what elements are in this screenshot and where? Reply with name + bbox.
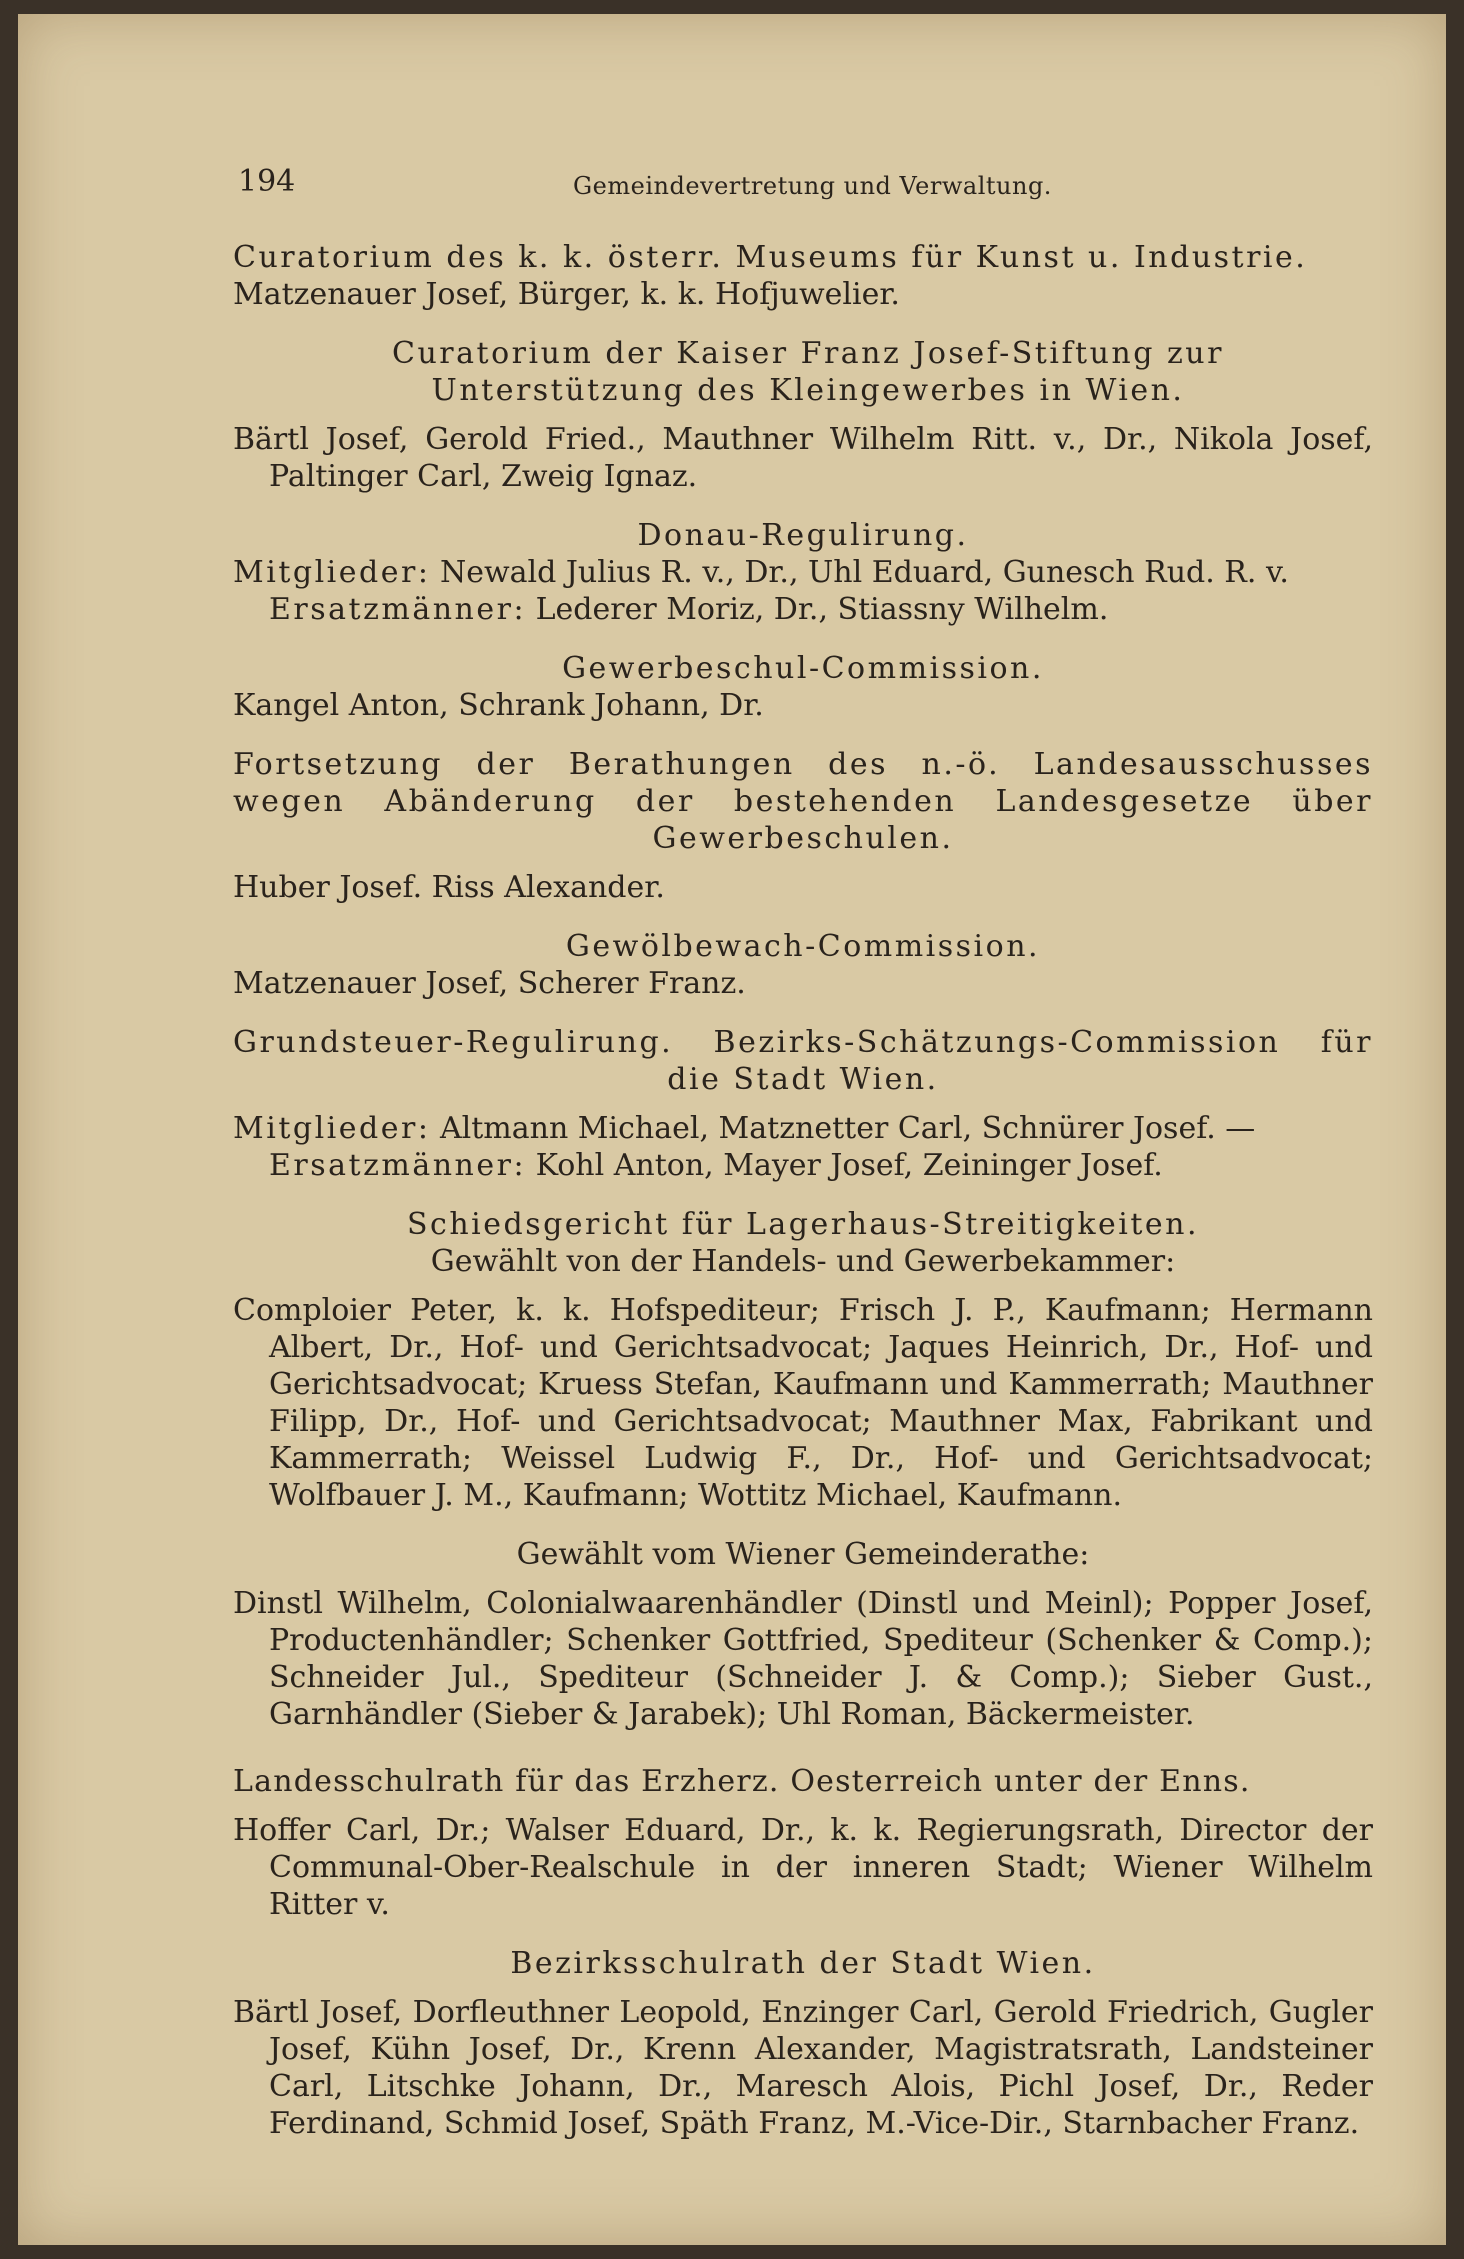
section-body: Matzenauer Josef, Bürger, k. k. Hofjuwelier. [233,277,900,312]
substitutes-label: Ersatzmänner: [269,1148,527,1183]
section-body: Dinstl Wilhelm, Colonialwaarenhändler (Dinstl und Meinl); Popper Josef, Productenhändler; Schenker Gottfried, Spediteur (Schenker & Comp.); Schneider Jul., Spediteur (Schneider J. & Comp.); Sieber Gust., Garnhändler (Sieber & Jarabek); Uhl Roman, Bäckermeister. [233,1586,1373,1732]
section-heading: Fortsetzung der Berathungen des n.-ö. Landesausschusses wegen Abänderung der bestehenden Landesgesetze über Gewerbeschulen. [233,747,1373,856]
section-heading: Gewerbeschul-Commission. [562,651,1044,686]
substitutes-label: Ersatzmänner: [269,592,527,627]
subheading: Gewählt von der Handels- und Gewerbekammer: [430,1244,1176,1279]
substitutes-line [233,591,1373,628]
section-heading: Grundsteuer-Regulirung. Bezirks-Schätzungs-Commission für die Stadt Wien. [233,1025,1373,1097]
section-body: Comploier Peter, k. k. Hofspediteur; Frisch J. P., Kaufmann; Hermann Albert, Dr., Hof- und Gerichtsadvocat; Jaques Heinrich, Dr., Hof- und Gerichtsadvocat; Kruess Stefan, Kaufmann und Kammerrath; Mauthner Filipp, Dr., Hof- und Gerichtsadvocat; Mauthner Max, Fabrikant und Kammerrath; Weissel Ludwig F., Dr., Hof- und Gerichtsadvocat; Wolfbauer J. M., Kaufmann; Wottitz Michael, Kaufmann. [233,1293,1373,1513]
section-heading: Schiedsgericht für Lagerhaus-Streitigkeiten. [406,1207,1200,1242]
members-label: Mitglieder: [233,555,431,590]
members-label: Mitglieder: [233,1111,431,1146]
running-title: Gemeindevertretung und Verwaltung. [573,172,1052,200]
page-body [233,239,1373,2142]
subheading: Gewählt vom Wiener Gemeinderathe: [516,1537,1090,1572]
substitutes-line [233,1147,1373,1184]
section-heading: Bezirksschulrath der Stadt Wien. [510,1946,1096,1981]
member-line [233,1110,1373,1147]
section-heading: Curatorium der Kaiser Franz Josef-Stiftung zur Unterstützung des Kleingewerbes in Wien. [392,336,1224,408]
section-body: Matzenauer Josef, Scherer Franz. [233,966,746,1001]
section-body: Bärtl Josef, Gerold Fried., Mauthner Wilhelm Ritt. v., Dr., Nikola Josef, Paltinger Carl, Zweig Ignaz. [233,422,1373,494]
book-page [18,14,1446,2245]
page-header [238,164,1368,214]
members-text: Newald Julius R. v., Dr., Uhl Eduard, Gunesch Rud. R. v. [439,555,1289,590]
member-line [233,554,1373,591]
section-heading: Landesschulrath für das Erzherz. Oesterreich unter der Enns. [233,1764,1251,1799]
page-number: 194 [238,164,296,199]
section-body: Kangel Anton, Schrank Johann, Dr. [233,688,764,723]
section-body: Hoffer Carl, Dr.; Walser Eduard, Dr., k. k. Regierungsrath, Director der Communal-Ober-Realschule in der inneren Stadt; Wiener Wilhelm Ritter v. [233,1813,1373,1922]
substitutes-text: Kohl Anton, Mayer Josef, Zeininger Josef. [535,1148,1163,1183]
section-body: Bärtl Josef, Dorfleuthner Leopold, Enzinger Carl, Gerold Friedrich, Gugler Josef, Kühn Josef, Dr., Krenn Alexander, Magistratsrath, Landsteiner Carl, Litschke Johann, Dr., Maresch Alois, Pichl Josef, Dr., Reder Ferdinand, Schmid Josef, Späth Franz, M.-Vice-Dir., Starnbacher Franz. [233,1995,1373,2141]
section-heading: Curatorium des k. k. österr. Museums für Kunst u. Industrie. [233,240,1308,275]
section-body: Huber Josef. Riss Alexander. [233,870,665,905]
members-text: Altmann Michael, Matznetter Carl, Schnürer Josef. — [439,1111,1256,1146]
section-heading: Gewölbewach-Commission. [565,929,1041,964]
substitutes-text: Lederer Moriz, Dr., Stiassny Wilhelm. [535,592,1109,627]
section-heading: Donau-Regulirung. [637,518,969,553]
